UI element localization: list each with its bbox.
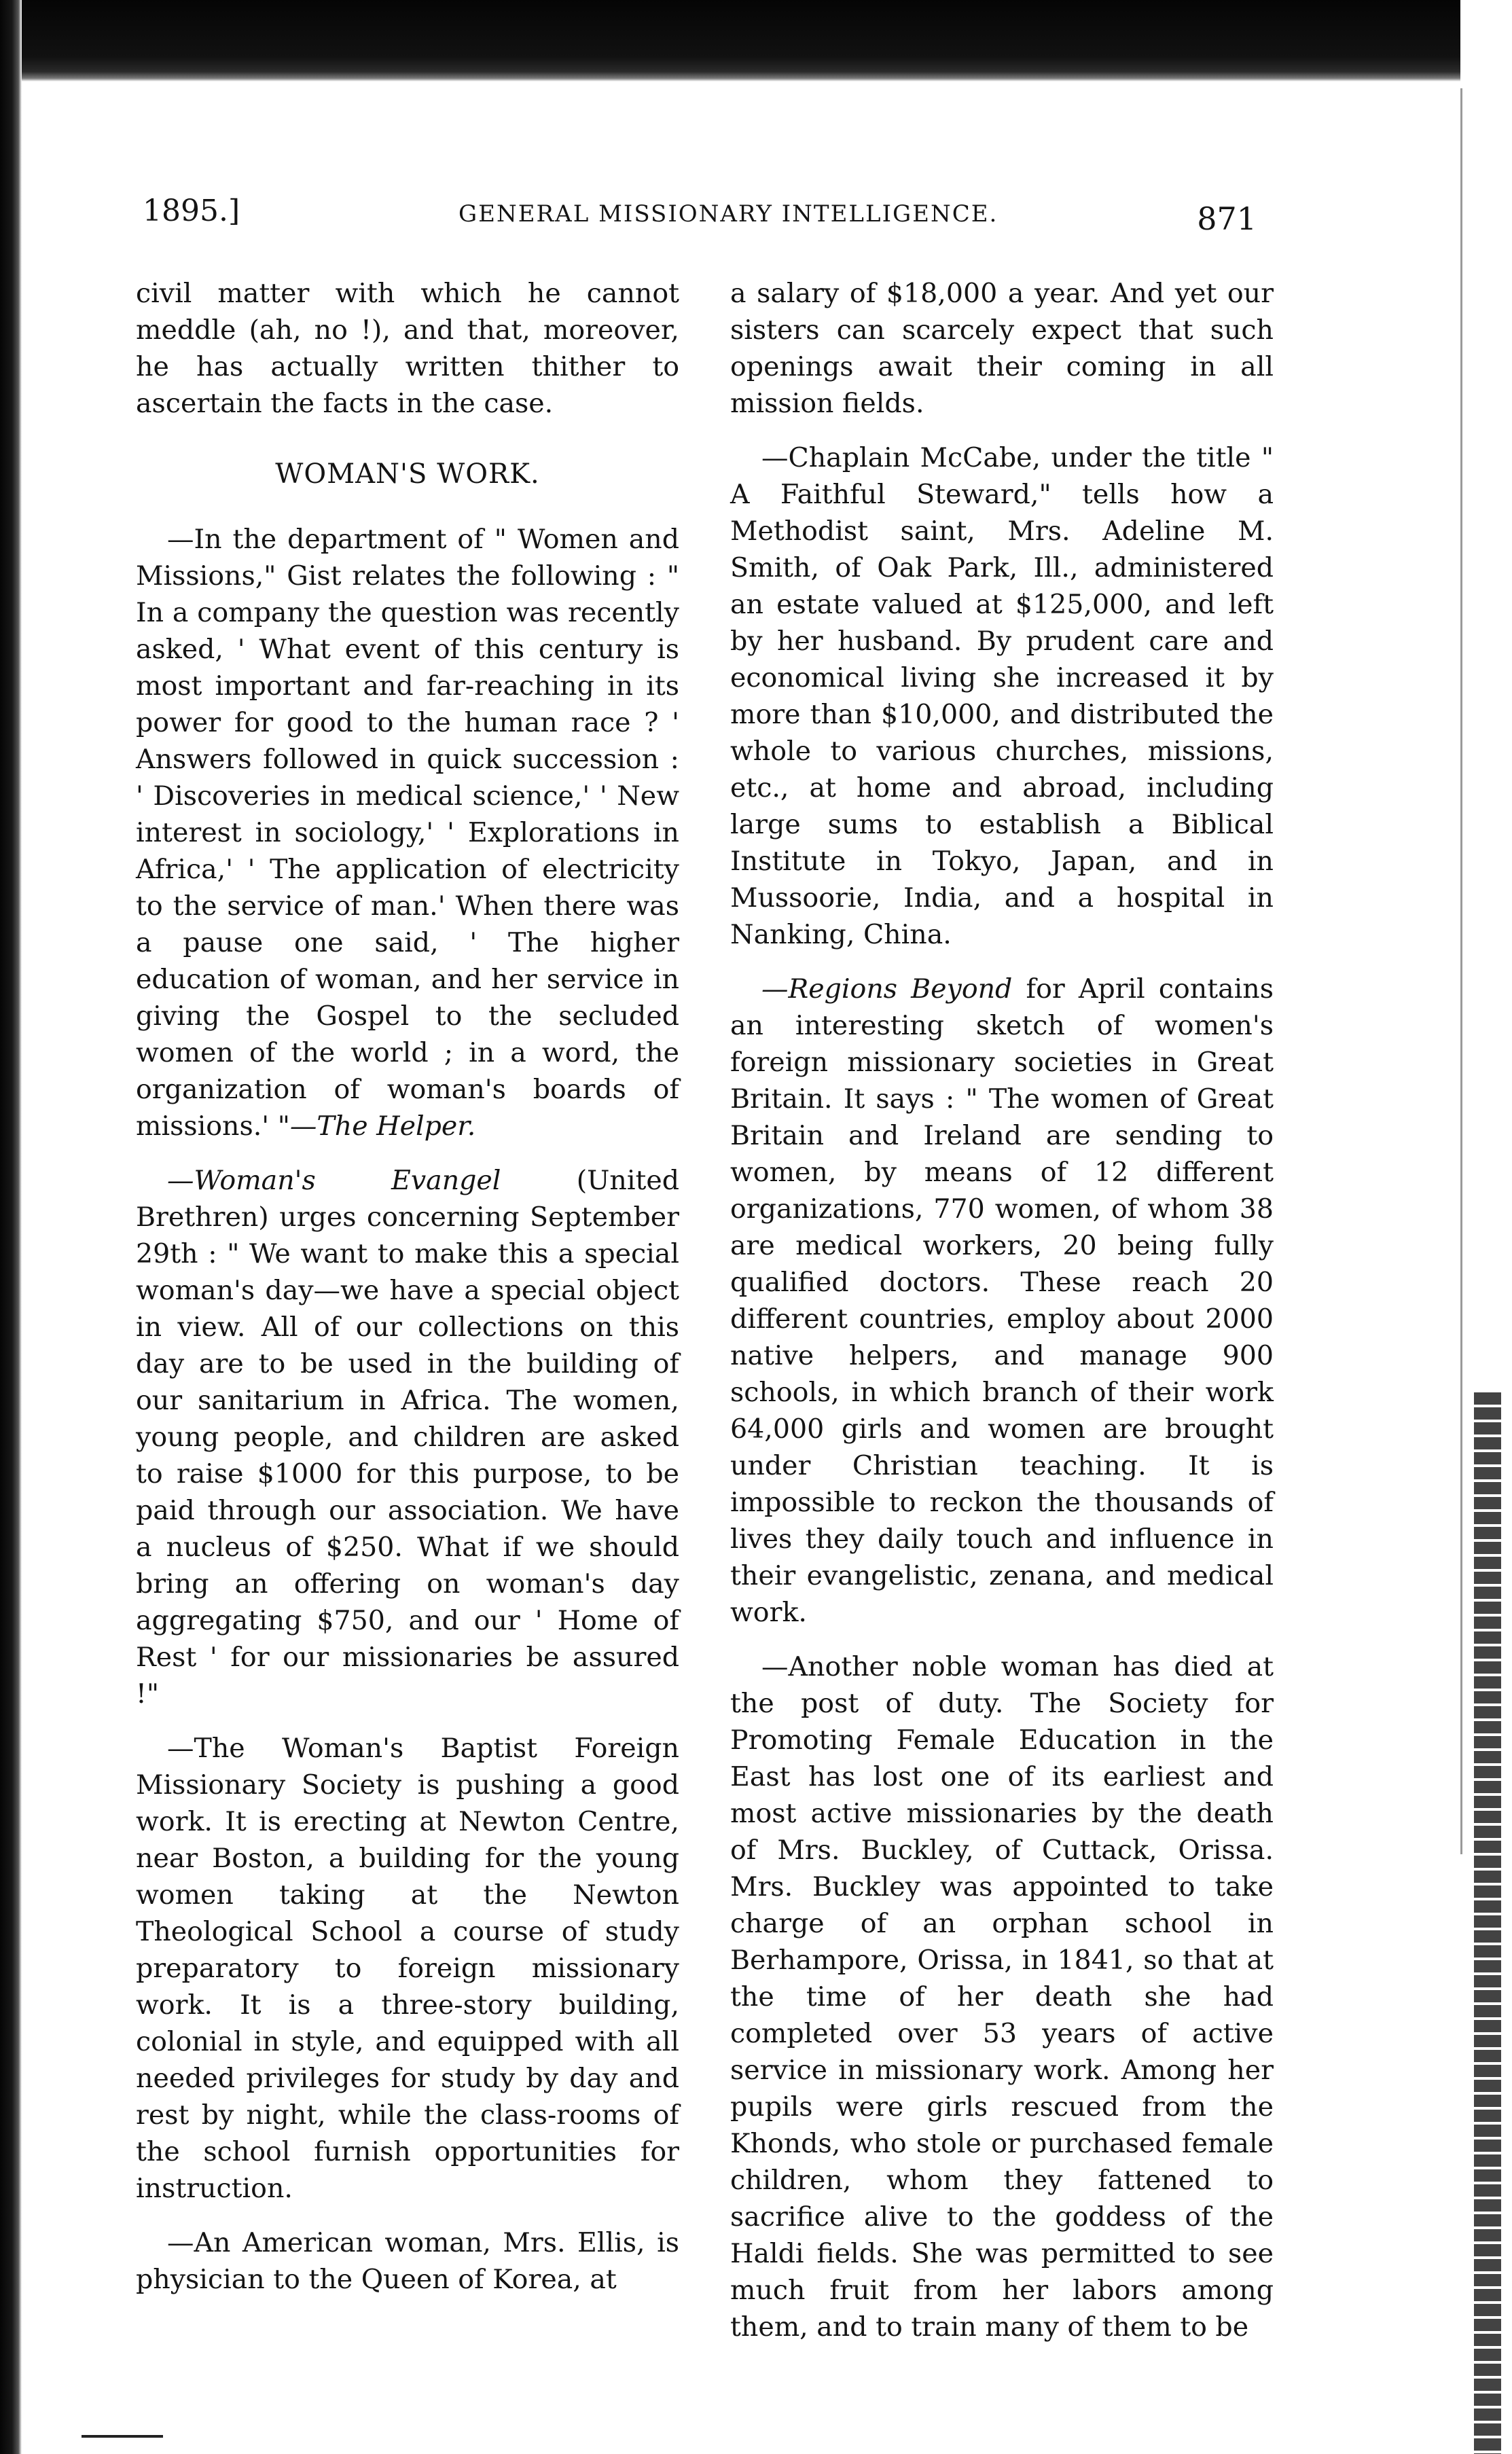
page-edge-rule: [1460, 88, 1462, 1854]
left-paragraph-evangel: [136, 1162, 679, 1712]
scan-border-right: [1474, 1392, 1501, 2454]
scan-mark-bottom: [82, 2435, 163, 2438]
header-year: 1895.]: [143, 194, 240, 228]
right-column: [730, 275, 1274, 2363]
scan-border-top: [0, 0, 1460, 82]
regions-lead: —Regions Beyond: [761, 973, 1013, 1005]
gist-text: —In the department of " Women and Missions," Gist relates the following : " In a company the question was recently asked, ' What event of this century is most important and far-reaching in its power for good to the human race ? ' Answers followed in quick succession : ' Discoveries in medical science,' ' New interest in sociology,' ' Explorations in Africa,' ' The application of electricity to the service of man.' When there was a pause one said, ' The higher education of woman, and her service in giving the Gospel to the secluded women of the world ; in a word, the organization of woman's boards of missions.' ": [136, 524, 679, 1142]
left-paragraph-ellis: —An American woman, Mrs. Ellis, is physician to the Queen of Korea, at: [136, 2227, 679, 2295]
evangel-lead: —Woman's Evangel: [167, 1165, 501, 1196]
regions-text: for April contains an interesting sketch of women's foreign missionary societies in Great Britain. It says : " The women of Great Britain and Ireland are sending to women, by means of 12 different organizations, 770 women, of whom 38 are medical workers, 20 being fully qualified doctors. These reach 20 different countries, employ about 2000 native helpers, and manage 900 schools, in which branch of their work 64,000 girls and women are brought under Christian teaching. It is impossible to reckon the thousands of lives they daily touch and influence in their evangelistic, zenana, and medical work.: [730, 973, 1274, 1628]
section-heading: WOMAN'S WORK.: [275, 458, 540, 490]
left-continuation: civil matter with which he cannot meddle (ah, no !), and that, moreover, he has actually written thither to ascertain the facts in the case.: [136, 278, 679, 419]
right-paragraph-regions: [730, 971, 1274, 1631]
left-paragraph-baptist: —The Woman's Baptist Foreign Missionary Society is pushing a good work. It is erecting at Newton Centre, near Boston, a building for the young women taking at the Newton Theological School a course of study preparatory to foreign missionary work. It is a three-story building, colonial in style, and equipped with all needed privileges for study by day and rest by night, while the class-rooms of the school furnish opportunities for instruction.: [136, 1733, 679, 2204]
evangel-text: (United Brethren) urges concerning September 29th : " We want to make this a special woman's day—we have a special object in view. All of our collections on this day are to be used in the building of our sanitarium in Africa. The women, young people, and children are asked to raise $1000 for this purpose, to be paid through our association. We have a nucleus of $250. What if we should bring an offering on woman's day aggregating $750, and our ' Home of Rest ' for our missionaries be assured !": [136, 1165, 679, 1710]
left-paragraph-gist: [136, 521, 679, 1144]
gist-source: —The Helper.: [289, 1111, 476, 1142]
scan-border-left: [0, 0, 22, 2454]
right-paragraph-buckley: —Another noble woman has died at the post of duty. The Society for Promoting Female Education in the East has lost one of its earliest and most active missionaries by the death of Mrs. Buckley, of Cuttack, Orissa. Mrs. Buckley was appointed to take charge of an orphan school in Berhampore, Orissa, in 1841, so that at the time of her death she had completed over 53 years of active service in missionary work. Among her pupils were girls rescued from the Khonds, who stole or purchased female children, whom they fattened to sacrifice alive to the goddess of the Haldi fields. She was permitted to see much fruit from her labors among them, and to train many of them to be: [730, 1651, 1274, 2343]
right-continuation: a salary of $18,000 a year. And yet our sisters can scarcely expect that such openings await their coming in all mission fields.: [730, 278, 1274, 419]
header-title: GENERAL MISSIONARY INTELLIGENCE.: [458, 200, 998, 228]
running-header: [143, 173, 1257, 241]
right-paragraph-mccabe: —Chaplain McCabe, under the title " A Faithful Steward," tells how a Methodist saint, Mrs. Adeline M. Smith, of Oak Park, Ill., administered an estate valued at $125,000, and left by her husband. By prudent care and economical living she increased it by more than $10,000, and distributed the whole to various churches, missions, etc., at home and abroad, including large sums to establish a Biblical Institute in Tokyo, Japan, and in Mussoorie, India, and a hospital in Nanking, China.: [730, 442, 1274, 950]
page-number: 871: [1197, 200, 1257, 237]
left-column: [136, 275, 679, 2315]
